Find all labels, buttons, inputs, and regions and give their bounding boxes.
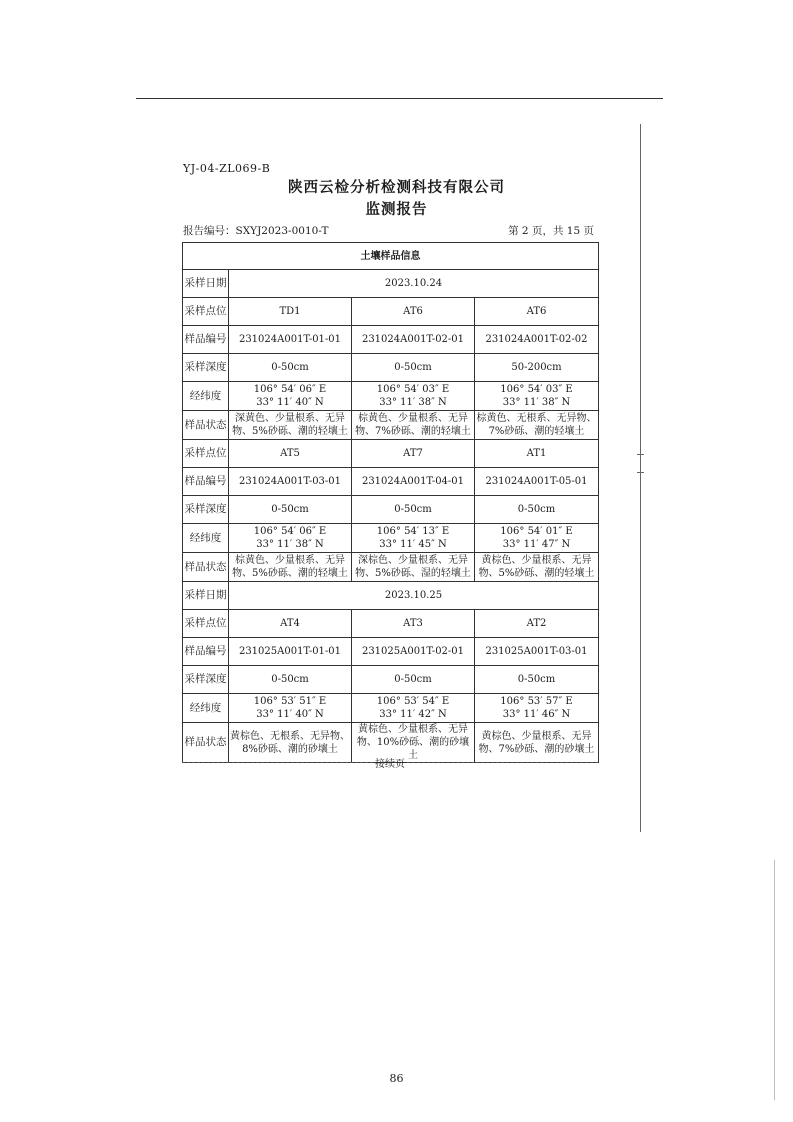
sample-point: AT7 [352,440,475,468]
table-row [183,524,599,553]
state-line: 棕黄色、少量根系、无异 [358,413,468,424]
latitude: 33° 11′ 38″ N [502,397,571,408]
longitude: 106° 54′ 06″ E [253,384,327,395]
state-line: 棕黄色、无根系、无异物、 [476,413,597,424]
longitude: 106° 53′ 57″ E [500,696,573,707]
sample-point: AT2 [475,610,599,638]
state-line: 黄棕色、无根系、无异物、 [230,730,350,742]
page-number: 86 [389,1072,404,1085]
sample-no-label: 样品编号 [183,468,229,496]
state-line: 物、5%砂砾、潮的轻壤土 [478,568,595,579]
sample-depth: 0-50cm [475,496,599,524]
continued-text: 接续页 [375,759,405,770]
dashed-line-right [407,762,598,763]
sample-state [475,553,599,582]
depth-label: 采样深度 [183,666,229,694]
sample-depth: 0-50cm [229,496,352,524]
sample-depth: 50-200cm [475,354,599,382]
sample-depth: 0-50cm [352,354,475,382]
state-line: 物、7%砂砾、潮的砂壤土 [478,743,595,755]
state-line: 7%砂砾、潮的轻壤土 [488,426,585,437]
sample-point: AT4 [229,610,352,638]
coords-label: 经纬度 [183,694,229,723]
longitude: 106° 54′ 01″ E [500,526,573,537]
table-row [183,610,599,638]
table-row [183,440,599,468]
soil-sample-table [182,242,599,763]
state-label: 样品状态 [183,411,229,440]
state-line: 棕黄色、少量根系、无异 [235,555,345,566]
sample-coords [229,524,352,553]
page-indicator: 第 2 页，共 15 页 [508,225,594,237]
table-row [183,582,599,610]
table-row [183,468,599,496]
binding-margin-line-lower [774,860,775,1100]
depth-label: 采样深度 [183,354,229,382]
state-line: 物、10%砂砾、潮的砂壤土 [356,737,470,761]
table-row [183,666,599,694]
latitude: 33° 11′ 40″ N [256,397,324,408]
state-line: 黄棕色、少量根系、无异 [481,730,592,742]
sample-point: TD1 [229,298,352,326]
sample-coords [229,694,352,723]
table-row [183,326,599,354]
sample-number: 231024A001T-01-01 [229,326,352,354]
state-line: 8%砂砾、潮的砂壤土 [242,743,338,755]
depth-label: 采样深度 [183,496,229,524]
sample-number: 231024A001T-04-01 [352,468,475,496]
sample-state [352,553,475,582]
sample-depth: 0-50cm [475,666,599,694]
sample-state [229,553,352,582]
sample-coords [229,382,352,411]
point-label: 采样点位 [183,298,229,326]
date-label: 采样日期 [183,582,229,610]
binding-margin-line [640,124,641,832]
sample-state [229,411,352,440]
sample-point: AT6 [352,298,475,326]
sample-no-label: 样品编号 [183,326,229,354]
longitude: 106° 54′ 03″ E [376,384,450,395]
sample-point: AT5 [229,440,352,468]
table-row [183,694,599,723]
point-label: 采样点位 [183,440,229,468]
table-title: 土壤样品信息 [183,243,599,270]
sample-number: 231025A001T-03-01 [475,638,599,666]
sample-number: 231024A001T-05-01 [475,468,599,496]
point-label: 采样点位 [183,610,229,638]
coords-label: 经纬度 [183,382,229,411]
sample-depth: 0-50cm [229,354,352,382]
sample-number: 231024A001T-02-02 [475,326,599,354]
sample-coords [475,382,599,411]
state-label: 样品状态 [183,553,229,582]
state-line: 深黄色、少量根系、无异 [235,413,345,424]
document-code: YJ-04-ZL069-B [183,162,271,175]
latitude: 33° 11′ 45″ N [379,539,447,550]
date-label: 采样日期 [183,270,229,298]
sample-point: AT1 [475,440,599,468]
table-row [183,553,599,582]
report-number: 报告编号：SXYJ2023-0010-T [183,225,329,237]
sample-no-label: 样品编号 [183,638,229,666]
table-row [183,270,599,298]
sample-coords [352,524,475,553]
table-row [183,354,599,382]
sample-state [352,411,475,440]
latitude: 33° 11′ 47″ N [502,539,571,550]
sample-number: 231025A001T-02-01 [352,638,475,666]
state-line: 黄棕色、少量根系、无异 [358,724,468,735]
latitude: 33° 11′ 40″ N [256,709,324,720]
sample-coords [352,382,475,411]
longitude: 106° 54′ 03″ E [500,384,573,395]
state-label: 样品状态 [183,723,229,763]
coords-label: 经纬度 [183,524,229,553]
header-rule [136,98,663,99]
state-line: 物、7%砂砾、潮的轻壤土 [355,426,471,437]
table-row [183,382,599,411]
sample-depth: 0-50cm [352,666,475,694]
company-name: 陕西云检分析检测科技有限公司 [288,179,505,196]
sample-number: 231025A001T-01-01 [229,638,352,666]
longitude: 106° 53′ 54″ E [376,696,450,707]
sample-state [475,411,599,440]
continued-marker [182,755,598,770]
sample-number: 231024A001T-03-01 [229,468,352,496]
sample-coords [352,694,475,723]
sample-date: 2023.10.24 [229,270,599,298]
sample-number: 231024A001T-02-01 [352,326,475,354]
sample-depth: 0-50cm [229,666,352,694]
dashed-line-left [182,762,373,763]
latitude: 33° 11′ 38″ N [379,397,447,408]
state-line: 深棕色、少量根系、无异 [358,555,468,566]
longitude: 106° 54′ 13″ E [376,526,450,537]
state-line: 物、5%砂砾、潮的轻壤土 [232,426,348,437]
latitude: 33° 11′ 38″ N [256,539,324,550]
latitude: 33° 11′ 46″ N [502,709,571,720]
binding-tick [637,472,644,473]
state-line: 物、5%砂砾、湿的轻壤土 [355,568,471,579]
sample-coords [475,694,599,723]
latitude: 33° 11′ 42″ N [379,709,447,720]
state-line: 黄棕色、少量根系、无异 [481,555,592,566]
binding-tick [637,454,644,455]
sample-point: AT6 [475,298,599,326]
sample-point: AT3 [352,610,475,638]
table-row [183,638,599,666]
longitude: 106° 53′ 51″ E [253,696,327,707]
sample-coords [475,524,599,553]
table-row [183,496,599,524]
state-line: 物、5%砂砾、潮的轻壤土 [232,568,348,579]
table-row [183,298,599,326]
document-title: 监测报告 [365,201,428,218]
sample-date: 2023.10.25 [229,582,599,610]
table-row [183,411,599,440]
longitude: 106° 54′ 06″ E [253,526,327,537]
sample-depth: 0-50cm [352,496,475,524]
